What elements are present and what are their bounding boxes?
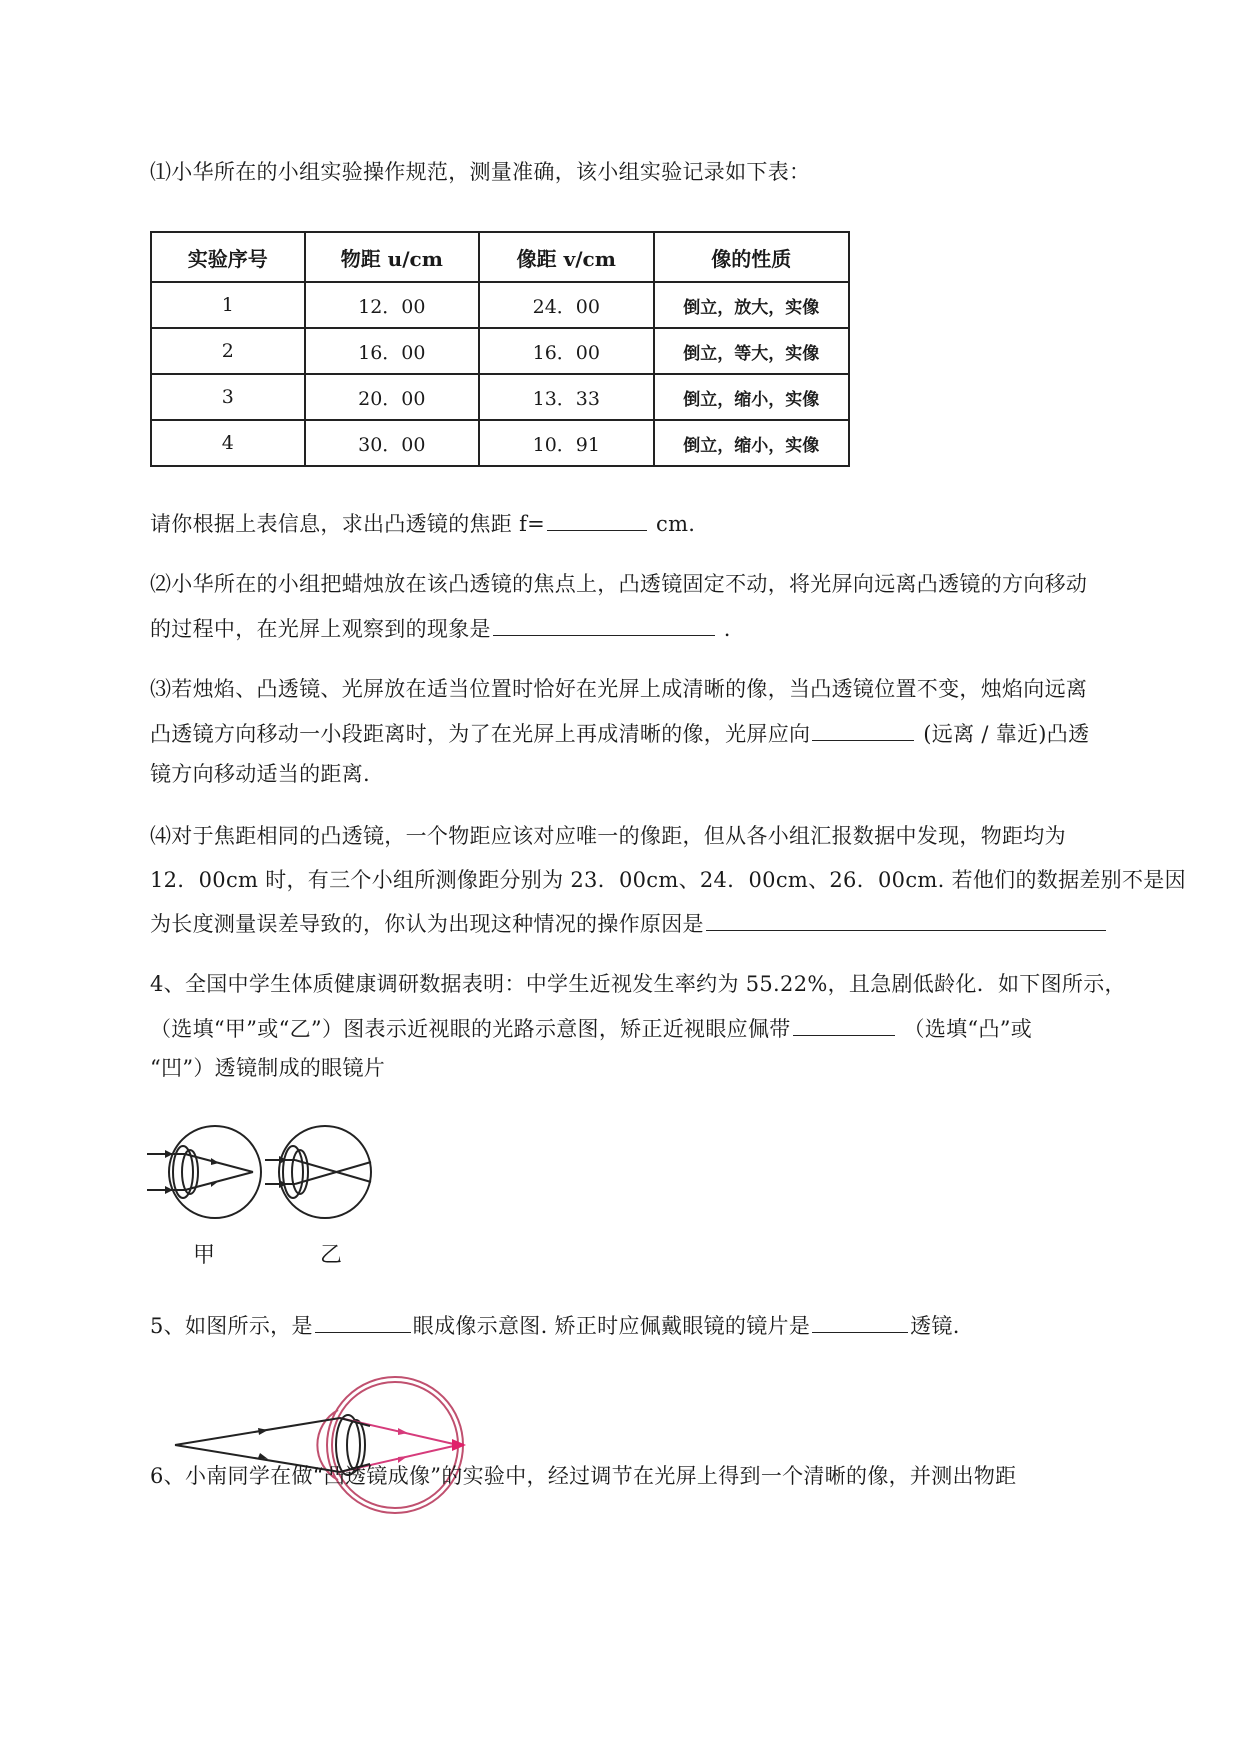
- table-cell: 30．00: [305, 420, 480, 466]
- q3-part1-question: [150, 508, 695, 538]
- q4-choices: （选填“凸”或: [896, 1017, 1033, 1041]
- q6-line1: 6、小南同学在做“凸透镜成像”的实验中，经过调节在光屏上得到一个清晰的像，并测出物距: [150, 1464, 1017, 1488]
- q3-part3-text: 凸透镜方向移动一小段距离时，为了在光屏上再成清晰的像，光屏应向: [150, 722, 811, 746]
- focal-length-blank[interactable]: [547, 508, 647, 531]
- table-header-cell: 实验序号: [151, 232, 305, 282]
- q5-text-c: 透镜.: [910, 1314, 960, 1338]
- q3-part3-line3: 镜方向移动适当的距离.: [150, 762, 370, 786]
- table-row: [151, 374, 849, 420]
- table-cell: 16．00: [305, 328, 480, 374]
- correction-lens-blank[interactable]: [812, 1310, 908, 1333]
- operation-reason-blank[interactable]: [706, 908, 1106, 931]
- q4-line1: 4、全国中学生体质健康调研数据表明：中学生近视发生率约为 55.22%，且急剧低龄化．如下图所示，: [150, 972, 1126, 996]
- table-cell: 倒立，缩小，实像: [654, 374, 849, 420]
- lens-type-blank[interactable]: [793, 1013, 895, 1036]
- table-header-row: [151, 232, 849, 282]
- table-cell: 20．00: [305, 374, 480, 420]
- eye-diagram-a: [147, 1126, 261, 1218]
- q5-text-b: 眼成像示意图. 矫正时应佩戴眼镜的镜片是: [412, 1314, 811, 1338]
- q3-part3-line1: ⑶若烛焰、凸透镜、光屏放在适当位置时恰好在光屏上成清晰的像，当凸透镜位置不变，烛焰向远离: [150, 677, 1088, 701]
- table-row: [151, 328, 849, 374]
- eye-diagram-b: [265, 1126, 371, 1218]
- experiment-table: [150, 231, 850, 467]
- q4-text: （选填“甲”或“乙”）图表示近视眼的光路示意图，矫正近视眼应佩带: [150, 1017, 791, 1041]
- q3-part1-unit: cm.: [649, 512, 696, 536]
- table-cell: 倒立，等大，实像: [654, 328, 849, 374]
- table-header-cell: 像的性质: [654, 232, 849, 282]
- q4-line2: [150, 1013, 1032, 1043]
- table-header-cell: 像距 v/cm: [479, 232, 654, 282]
- q5-text-a: 5、如图所示，是: [150, 1314, 313, 1338]
- q5-line: [150, 1310, 960, 1340]
- q3-part2-line1: ⑵小华所在的小组把蜡烛放在该凸透镜的焦点上，凸透镜固定不动，将光屏向远离凸透镜的方向移动: [150, 572, 1088, 596]
- table-cell: 2: [151, 328, 305, 374]
- table-cell: 1: [151, 282, 305, 328]
- q3-part4-line2: 12．00cm 时，有三个小组所测像距分别为 23．00cm、24．00cm、26．00cm. 若他们的数据差别不是因: [150, 868, 1186, 892]
- table-header-cell: 物距 u/cm: [305, 232, 480, 282]
- eye-type-blank[interactable]: [315, 1310, 411, 1333]
- figure-label-yi: 乙: [320, 1243, 343, 1268]
- table-row: [151, 420, 849, 466]
- q3-part3-line2: [150, 718, 1089, 748]
- eye-imaging-diagram: [170, 1370, 470, 1520]
- q3-part4-text: 为长度测量误差导致的，你认为出现这种情况的操作原因是: [150, 912, 704, 936]
- table-cell: 4: [151, 420, 305, 466]
- q3-part2-line2: [150, 613, 731, 643]
- phenomenon-blank[interactable]: [493, 613, 715, 636]
- q3-part2-text: 的过程中，在光屏上观察到的现象是: [150, 617, 491, 641]
- table-cell: 倒立，放大，实像: [654, 282, 849, 328]
- q3-part2-end: .: [716, 617, 731, 641]
- q4-line3: “凹”）透镜制成的眼镜片: [150, 1056, 386, 1080]
- q3-part4-line3: [150, 908, 1108, 938]
- table-cell: 24．00: [479, 282, 654, 328]
- figure-label-jia: 甲: [193, 1243, 216, 1268]
- table-cell: 12．00: [305, 282, 480, 328]
- q3-part1-intro: ⑴小华所在的小组实验操作规范，测量准确，该小组实验记录如下表：: [150, 160, 811, 184]
- table-cell: 10．91: [479, 420, 654, 466]
- table-cell: 倒立，缩小，实像: [654, 420, 849, 466]
- screen-direction-blank[interactable]: [812, 718, 914, 741]
- q3-part4-line1: ⑷对于焦距相同的凸透镜，一个物距应该对应唯一的像距，但从各小组汇报数据中发现，物距均为: [150, 824, 1066, 848]
- table-cell: 16．00: [479, 328, 654, 374]
- q3-part1-question-text: 请你根据上表信息，求出凸透镜的焦距 f=: [150, 512, 546, 536]
- table-cell: 3: [151, 374, 305, 420]
- table-cell: 13．33: [479, 374, 654, 420]
- q3-part3-choices: (远离 / 靠近)凸透: [916, 722, 1090, 746]
- table-row: [151, 282, 849, 328]
